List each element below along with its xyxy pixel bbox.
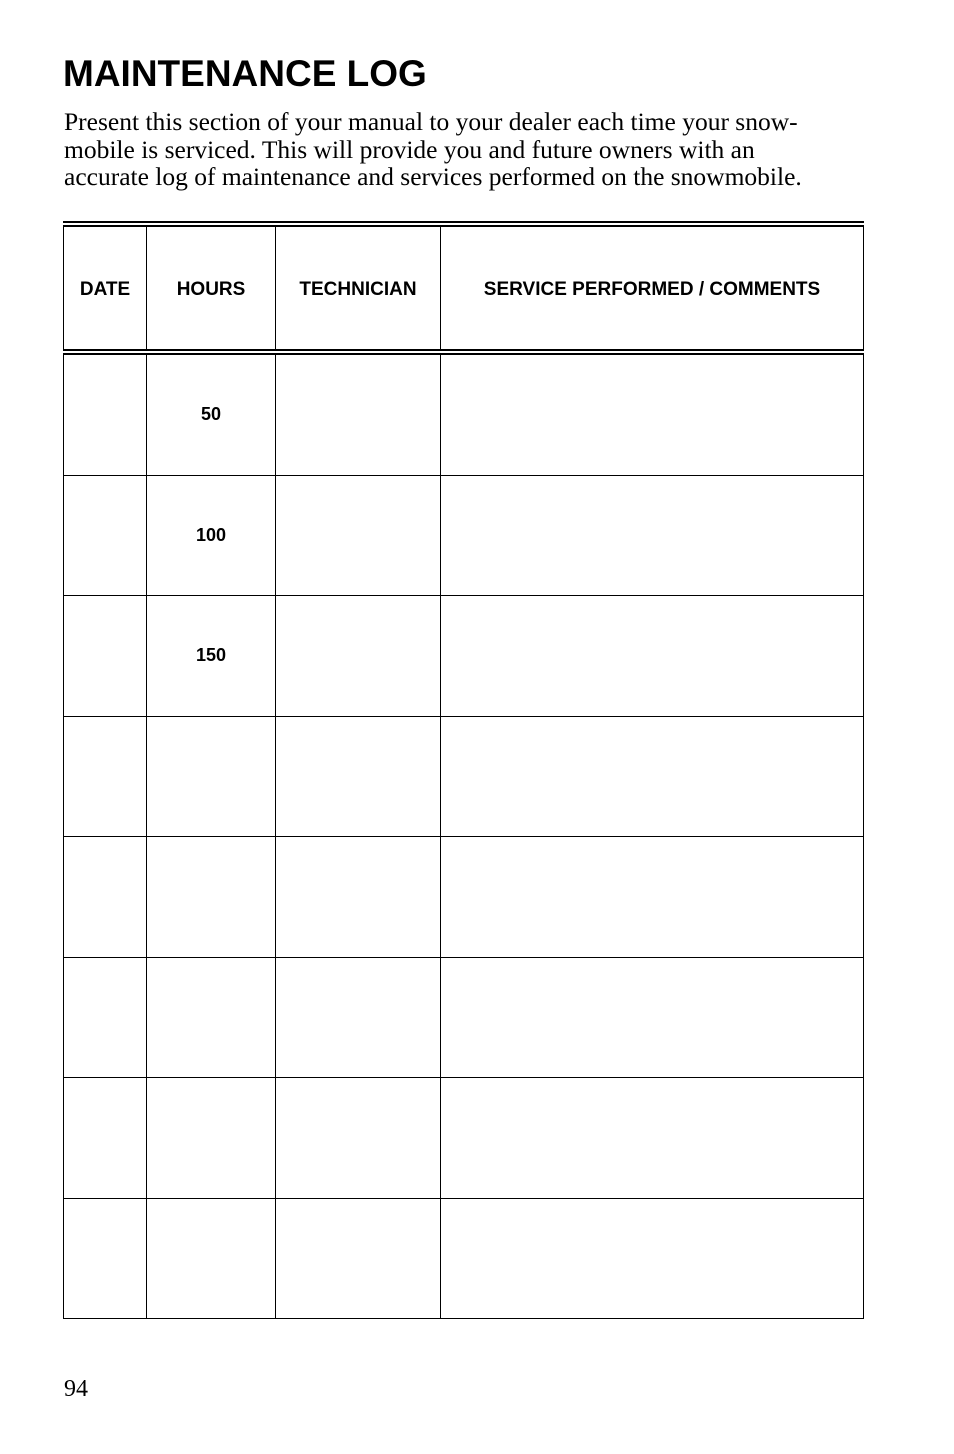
table-row: [64, 1198, 864, 1319]
date-cell[interactable]: [64, 352, 147, 475]
date-cell[interactable]: [64, 1078, 147, 1199]
table-row: [64, 596, 864, 717]
technician-cell[interactable]: [276, 1198, 441, 1319]
page-title: MAINTENANCE LOG: [63, 53, 427, 94]
header-technician: TECHNICIAN: [276, 224, 441, 352]
hours-cell[interactable]: [147, 957, 276, 1078]
service-cell[interactable]: [441, 596, 864, 717]
table-header-row: [64, 224, 864, 352]
service-cell[interactable]: [441, 1198, 864, 1319]
hours-cell[interactable]: [147, 1198, 276, 1319]
hours-cell[interactable]: [147, 1078, 276, 1199]
hours-cell[interactable]: 100: [147, 475, 276, 596]
hours-cell[interactable]: [147, 716, 276, 837]
date-cell[interactable]: [64, 1198, 147, 1319]
hours-cell[interactable]: [147, 837, 276, 958]
technician-cell[interactable]: [276, 352, 441, 475]
date-cell[interactable]: [64, 716, 147, 837]
header-hours: HOURS: [147, 224, 276, 352]
intro-paragraph: [64, 108, 874, 191]
technician-cell[interactable]: [276, 716, 441, 837]
table-row: [64, 1078, 864, 1199]
service-cell[interactable]: [441, 475, 864, 596]
service-cell[interactable]: [441, 837, 864, 958]
header-date: DATE: [64, 224, 147, 352]
page-number: 94: [64, 1376, 88, 1402]
hours-cell[interactable]: 50: [147, 352, 276, 475]
service-cell[interactable]: [441, 1078, 864, 1199]
intro-line: mobile is serviced. This will provide you and future owners with an: [64, 134, 755, 164]
date-cell[interactable]: [64, 596, 147, 717]
header-service-comments: SERVICE PERFORMED / COMMENTS: [441, 224, 864, 352]
technician-cell[interactable]: [276, 837, 441, 958]
technician-cell[interactable]: [276, 957, 441, 1078]
date-cell[interactable]: [64, 957, 147, 1078]
maintenance-log-table: [63, 221, 864, 1319]
service-cell[interactable]: [441, 716, 864, 837]
date-cell[interactable]: [64, 475, 147, 596]
intro-line: Present this section of your manual to your dealer each time your snow-: [64, 107, 798, 136]
intro-line: accurate log of maintenance and services performed on the snowmobile.: [64, 162, 802, 191]
technician-cell[interactable]: [276, 475, 441, 596]
service-cell[interactable]: [441, 352, 864, 475]
table-row: [64, 475, 864, 596]
technician-cell[interactable]: [276, 1078, 441, 1199]
table-row: [64, 352, 864, 475]
table-row: [64, 957, 864, 1078]
hours-cell[interactable]: 150: [147, 596, 276, 717]
technician-cell[interactable]: [276, 596, 441, 717]
table-row: [64, 716, 864, 837]
service-cell[interactable]: [441, 957, 864, 1078]
table-row: [64, 837, 864, 958]
date-cell[interactable]: [64, 837, 147, 958]
